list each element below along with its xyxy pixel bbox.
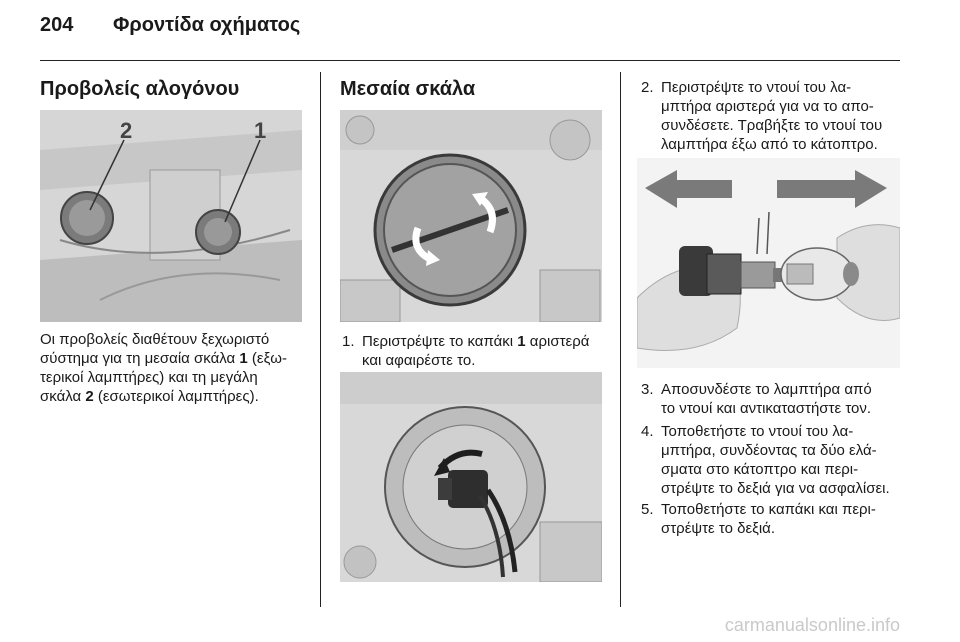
halogen-headlights-title: Προβολείς αλογόνου [40,78,240,100]
step-5-number: 5. [641,501,654,518]
page-number: 204 [40,14,74,36]
bulb-holder-illustration [340,372,602,582]
bulb-holder-figure [340,372,602,582]
watermark: carmanualsonline.info [724,615,900,635]
desc-line-1: Οι προβολείς διαθέτουν ξεχωριστό [40,331,270,348]
column-divider-2 [620,72,621,607]
bulb-replacement-illustration [637,158,900,368]
bulb-replacement-figure [637,158,900,368]
step-4-line-1: Τοποθετήστε το ντουί του λα- [661,423,854,440]
step-2-line-3: συνδέσετε. Τραβήξτε το ντουί του [661,117,883,134]
column-divider-1 [320,72,321,607]
step-2-line-4: λαμπτήρα έξω από το κάτοπτρο. [661,136,878,153]
cap-removal-figure [340,110,602,322]
halogen-description [40,330,315,406]
step-4-line-4: στρέψτε το δεξιά για να ασφαλίσει. [661,480,890,497]
step-1-line-2: και αφαιρέστε το. [362,352,476,369]
step-1-number: 1. [342,333,355,350]
step-2-line-1: Περιστρέψτε το ντουί του λα- [661,79,852,96]
step-5-line-2: στρέψτε το δεξιά. [661,520,776,537]
headlight-overview-figure [40,110,302,322]
step-2-number: 2. [641,79,654,96]
figure-label-1: 1 [254,118,267,143]
step-5-line-1: Τοποθετήστε το καπάκι και περι- [661,501,876,518]
desc-line-4: σκάλα 2 (εσωτερικοί λαμπτήρες). [40,388,259,405]
headlight-overview-illustration [40,110,302,322]
step-1-line-1: Περιστρέψτε το καπάκι 1 αριστερά [362,333,590,350]
step-4-line-2: μπτήρα, συνδέοντας τα δύο ελά- [661,442,877,459]
step-2-line-2: μπτήρα αριστερά για να το απο- [661,98,874,115]
desc-line-2: σύστημα για τη μεσαία σκάλα 1 (εξω- [40,350,287,367]
section-title: Φροντίδα οχήματος [112,14,301,36]
header-divider [40,60,900,61]
figure-label-2: 2 [120,118,133,143]
desc-line-3: τερικοί λαμπτήρες) και τη μεγάλη [40,369,258,386]
step-3-number: 3. [641,381,654,398]
cap-removal-illustration [340,110,602,322]
low-beam-title: Μεσαία σκάλα [340,78,476,100]
step-3-line-2: το ντουί και αντικαταστήστε τον. [661,400,872,417]
step-3-line-1: Αποσυνδέστε το λαμπτήρα από [661,381,872,398]
step-4-line-3: σματα στο κάτοπτρο και περι- [661,461,859,478]
page-header [40,14,300,37]
step-4-number: 4. [641,423,654,440]
